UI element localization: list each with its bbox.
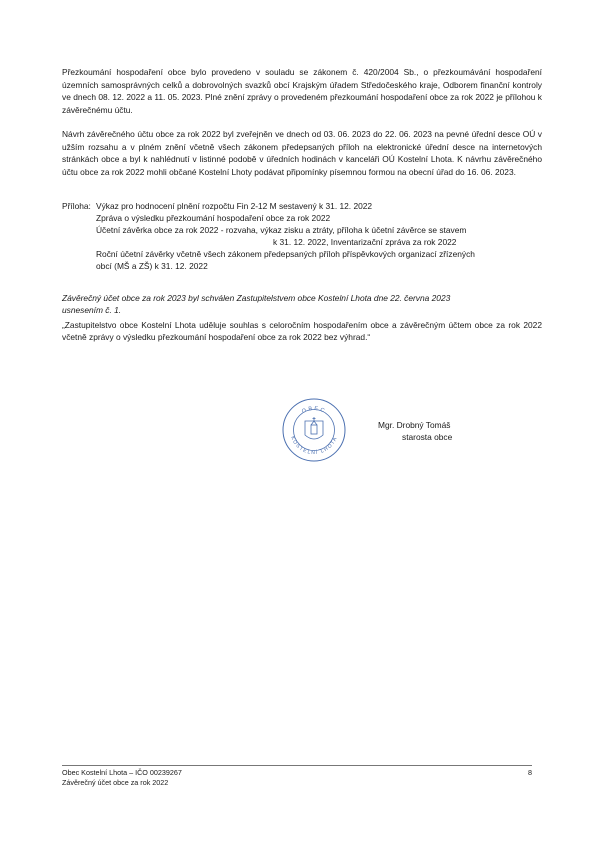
- resolution-quote: „Zastupitelstvo obce Kostelní Lhota uděluje souhlas s celoročním hospodařením obce a závěrečným účtem obce za rok 2022 včetně zprávy o výsledku přezkoumání hospodaření obce za rok 2022 bez výhrad.“: [62, 320, 542, 343]
- stamp-bottom-text: KOSTELNÍ LHOTA: [289, 435, 339, 457]
- stamp-top-text: OBEC: [301, 405, 327, 416]
- attachment-item: Výkaz pro hodnocení plnění rozpočtu Fin 2-12 M sestavený k 31. 12. 2022: [96, 201, 373, 211]
- approval-line: usnesením č. 1.: [62, 305, 122, 316]
- attachments-label: Příloha:: [62, 201, 91, 211]
- signatory-name: Mgr. Drobný Tomáš: [378, 420, 451, 430]
- signature-block: [378, 419, 452, 443]
- approval-statement: [62, 292, 542, 316]
- municipal-stamp: [281, 397, 347, 463]
- page-footer: [62, 768, 532, 787]
- approval-line: Závěrečný účet obce za rok 2023 byl schválen Zastupitelstvem obce Kostelní Lhota dne 22. června 2023: [62, 293, 451, 303]
- footer-organization: Obec Kostelní Lhota – IČO 00239267: [62, 768, 182, 777]
- attachment-item: [96, 224, 526, 248]
- attachment-item: [96, 248, 526, 272]
- stamp-seal-icon: [281, 397, 347, 463]
- attachment-item-line: obcí (MŠ a ZŠ) k 31. 12. 2022: [96, 261, 208, 272]
- attachment-item-line: k 31. 12. 2022, Inventarizační zpráva za rok 2022: [273, 237, 457, 248]
- footer-divider: [62, 765, 532, 766]
- attachment-item-line: Roční účetní závěrky včetně všech zákonem předepsaných příloh příspěvkových organizací zřízených: [96, 249, 475, 259]
- page-number: 8: [528, 768, 532, 777]
- attachment-item-line: Účetní závěrka obce za rok 2022 - rozvaha, výkaz zisku a ztráty, příloha k účetní závěrce se stavem: [96, 225, 467, 235]
- publication-paragraph: Návrh závěrečného účtu obce za rok 2022 byl zveřejněn ve dnech od 03. 06. 2023 do 22. 06. 2023 na pevné úřední desce OÚ v užším rozsahu a v plném znění včetně všech zákonem předepsaných příloh na elektronické úřední desce na internetových stránkách obce a byl k nahlédnutí v listinné podobě v úředních hodinách v kanceláři OÚ Kostelní Lhota. K návrhu závěrečného účtu obce za rok 2022 mohli občané Kostelní Lhoty podávat připomínky písemnou formou na obecní úřad do 16. 06. 2023.: [62, 129, 542, 177]
- signatory-role: starosta obce: [402, 432, 453, 442]
- svg-text:OBEC: [301, 406, 327, 415]
- review-paragraph: Přezkoumání hospodaření obce bylo provedeno v souladu se zákonem č. 420/2004 Sb., o přezkoumávání hospodaření územních samosprávných celků a dobrovolných svazků obcí Krajským úřadem Středočeského kraje, Odborem finanční kontroly ve dnech 08. 12. 2022 a 11. 05. 2023. Plné znění zprávy o provedeném přezkoumání hospodaření obce za rok 2022 je přílohou k závěrečnému účtu.: [62, 67, 542, 115]
- footer-document-title: Závěrečný účet obce za rok 2022: [62, 777, 169, 787]
- attachment-item: Zpráva o výsledku přezkoumání hospodaření obce za rok 2022: [96, 213, 331, 223]
